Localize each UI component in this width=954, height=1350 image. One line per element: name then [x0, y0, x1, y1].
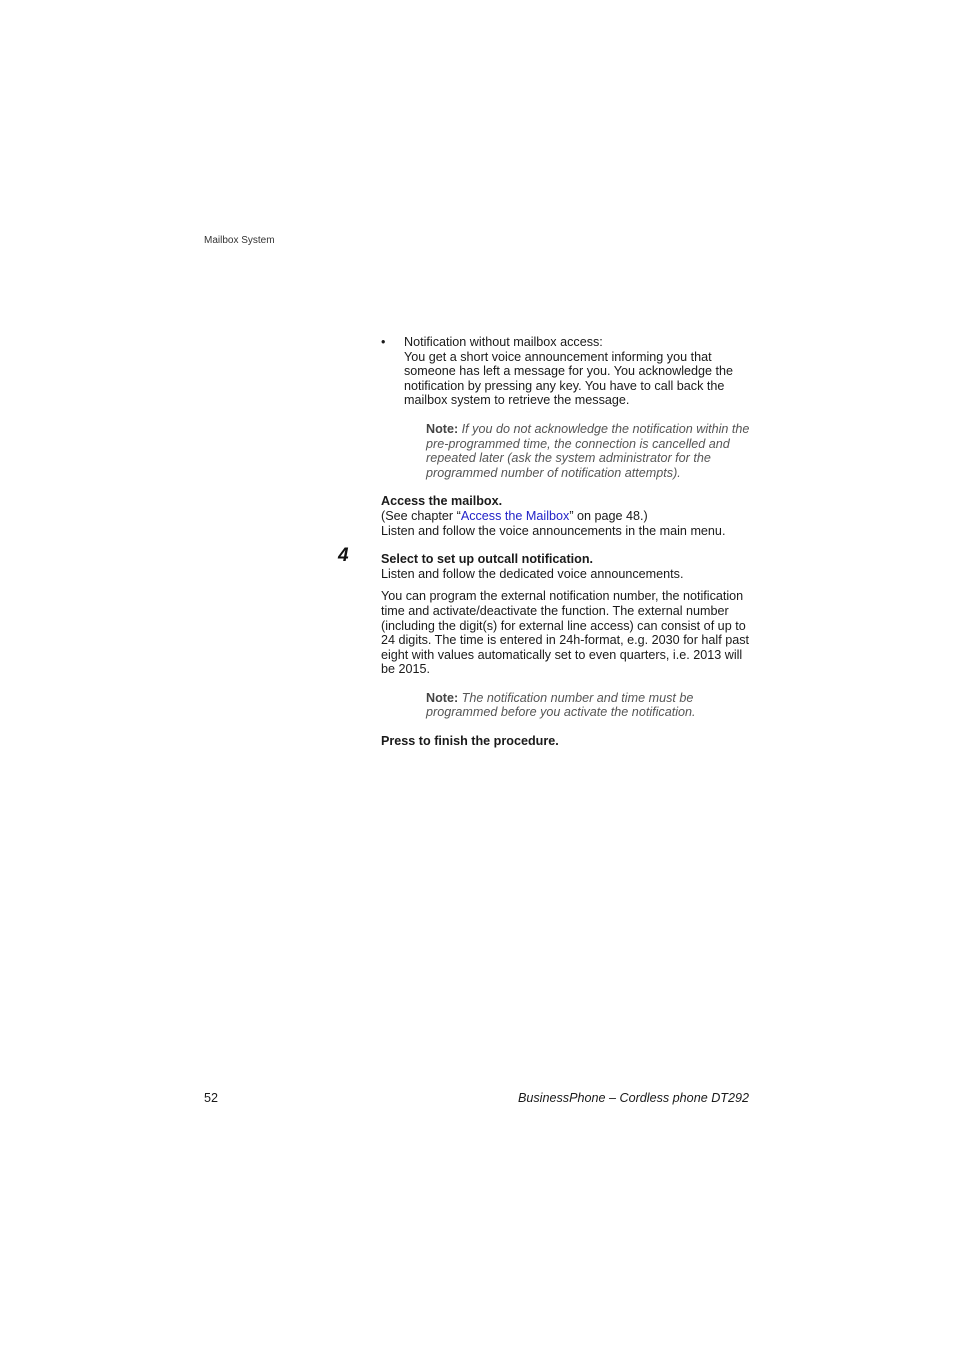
access-heading: Access the mailbox. [381, 494, 503, 509]
note-1 [426, 422, 751, 480]
bullet-body: You get a short voice announcement informing you that someone has left a message for you. You acknowledge the notification by pressing any key. You have to call back the mailbox system to retrieve the message. [404, 349, 734, 408]
note-1-text: If you do not acknowledge the notification within the pre-programmed time, the connection is cancelled and repeated later (ask the system administrator for the programmed number of notification attempts). [426, 421, 750, 480]
access-listen-text: Listen and follow the voice announcements in the main menu. [381, 523, 726, 538]
footer-title: BusinessPhone – Cordless phone DT292 [517, 1091, 749, 1105]
bullet-item [381, 335, 751, 408]
access-mailbox-link[interactable]: Access the Mailbox [460, 508, 570, 523]
page-number: 52 [204, 1091, 219, 1105]
step-body-text: You can program the external notification number, the notification time and activate/deactivate the function. The external number (including the digit(s) for external line access) can consist of up to 24 digits. The time is entered in 24h-format, e.g. 2030 for half past eight with values automatically set to even quarters, i.e. 2013 will be 2015. [381, 589, 749, 677]
bullet-icon: • [381, 335, 386, 349]
note-2-label: Note: [426, 690, 459, 705]
bullet-title: Notification without mailbox access: [404, 335, 603, 349]
step-listen-text: Listen and follow the dedicated voice announcements. [381, 566, 684, 581]
section-header: Mailbox System [204, 235, 275, 246]
access-ref-prefix: (See chapter “ [381, 508, 461, 523]
step-heading: Select to set up outcall notification. [381, 552, 594, 567]
note-2 [426, 691, 751, 720]
note-2-text: The notification number and time must be programmed before you activate the notification. [426, 690, 696, 720]
access-reference [381, 509, 751, 524]
step-number: 4 [338, 545, 349, 566]
finish-text: Press to finish the procedure. [381, 734, 559, 749]
note-1-label: Note: [426, 421, 459, 436]
access-ref-suffix: ” on page 48.) [569, 508, 648, 523]
main-content [381, 335, 751, 749]
